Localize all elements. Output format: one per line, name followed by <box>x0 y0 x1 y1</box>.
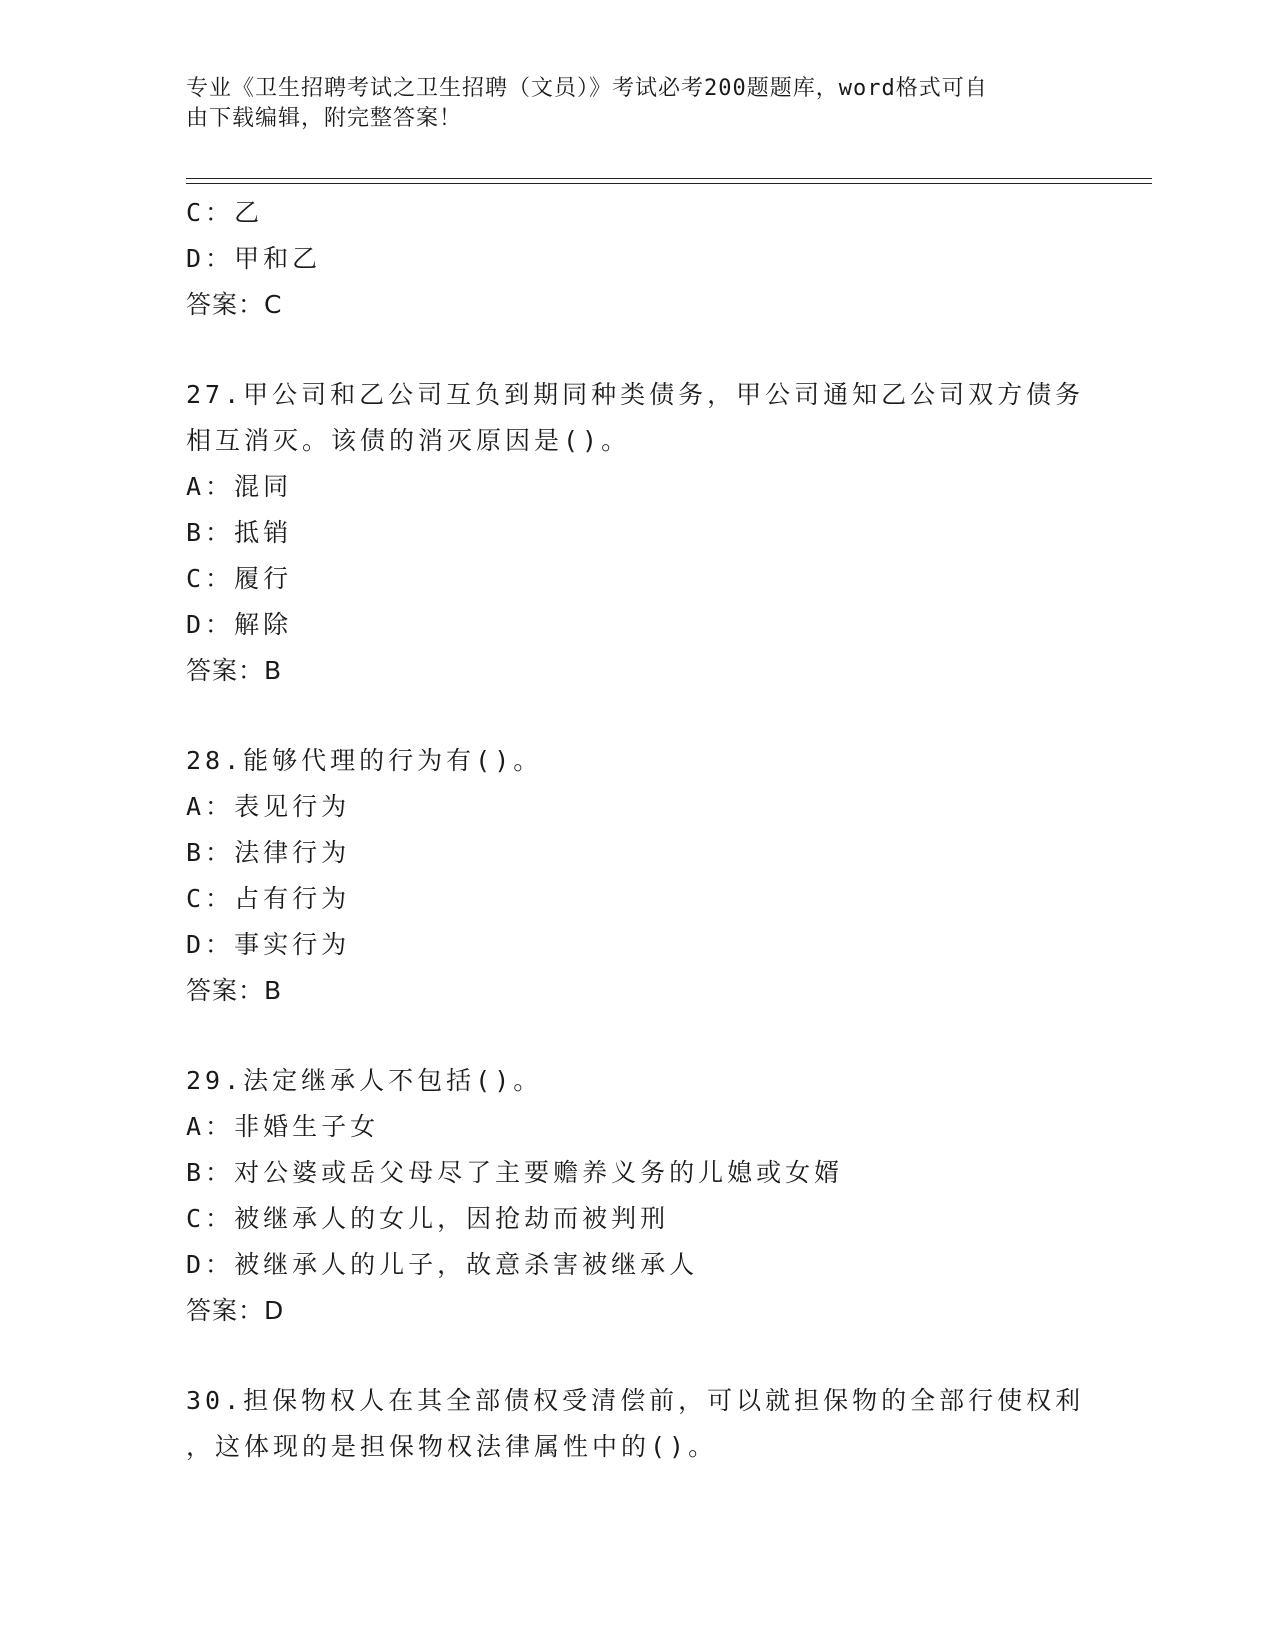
header-rule-bottom <box>186 183 1152 184</box>
header-rule-top <box>186 178 1152 179</box>
question-text-line: 27.甲公司和乙公司互负到期同种类债务，甲公司通知乙公司双方债务 <box>186 380 1085 409</box>
header-line-1: 专业《卫生招聘考试之卫生招聘（文员）》考试必考200题题库，word格式可自 <box>186 76 988 101</box>
option-line: A：混同 <box>186 472 293 501</box>
option-line: B：抵销 <box>186 518 293 547</box>
question-text-line: 28.能够代理的行为有()。 <box>186 746 543 775</box>
option-line: D：甲和乙 <box>186 244 322 273</box>
option-line: A：非婚生子女 <box>186 1112 380 1141</box>
option-line: D：被继承人的儿子，故意杀害被继承人 <box>186 1250 699 1279</box>
question-28 <box>186 738 1086 1014</box>
option-line: A：表见行为 <box>186 792 351 821</box>
answer-line: 答案：D <box>186 1296 285 1325</box>
answer-line: 答案：B <box>186 976 283 1005</box>
option-line: B：对公婆或岳父母尽了主要赡养义务的儿媳或女婿 <box>186 1158 844 1187</box>
option-line: C：履行 <box>186 564 293 593</box>
option-line: C：被继承人的女儿，因抢劫而被判刑 <box>186 1204 670 1233</box>
header-line-2: 由下载编辑，附完整答案！ <box>186 106 463 131</box>
question-29 <box>186 1058 1086 1334</box>
continuation-block <box>186 190 1086 328</box>
answer-line: 答案：B <box>186 656 283 685</box>
option-line: B：法律行为 <box>186 838 351 867</box>
option-line: D：事实行为 <box>186 930 351 959</box>
option-line: C：乙 <box>186 198 264 227</box>
question-text-line: 相互消灭。该债的消灭原因是()。 <box>186 426 631 455</box>
question-text-line: 30.担保物权人在其全部债权受清偿前，可以就担保物的全部行使权利 <box>186 1386 1085 1415</box>
question-27 <box>186 372 1086 694</box>
option-line: D：解除 <box>186 610 293 639</box>
question-text-line: ，这体现的是担保物权法律属性中的()。 <box>186 1432 718 1461</box>
option-line: C：占有行为 <box>186 884 351 913</box>
document-header <box>186 74 1086 134</box>
answer-line: 答案：C <box>186 290 283 319</box>
question-text-line: 29.法定继承人不包括()。 <box>186 1066 543 1095</box>
question-30 <box>186 1378 1086 1470</box>
document-body <box>186 190 1086 1470</box>
